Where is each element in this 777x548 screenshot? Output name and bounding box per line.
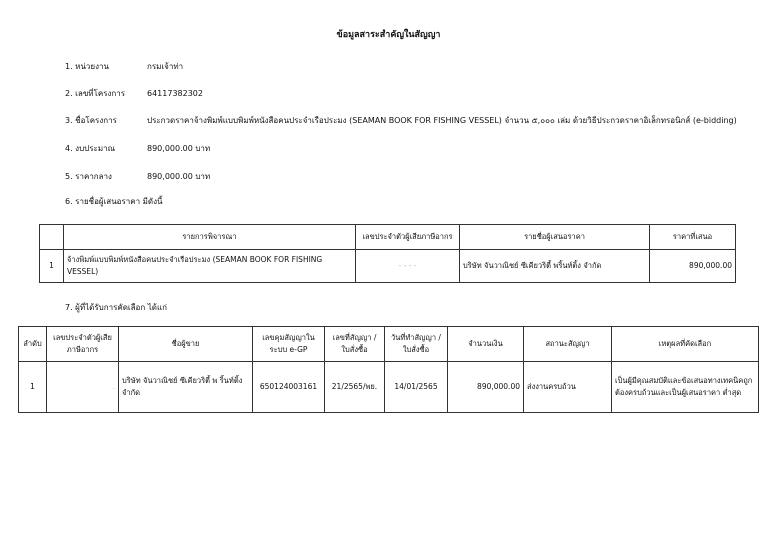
column-header: เหตุผลที่คัดเลือก: [612, 327, 759, 362]
tax-id-cell: - - - -: [356, 250, 460, 283]
item-cell: จ้างพิมพ์แบบพิมพ์หนังสือคนประจำเรือประมง (SEAMAN BOOK FOR FISHING VESSEL): [64, 250, 356, 283]
column-header: เลขประจำตัวผู้เสียภาษีอากร: [47, 327, 119, 362]
column-header: รายชื่อผู้เสนอราคา: [460, 225, 650, 250]
column-header: เลขคุมสัญญาในระบบ e-GP: [253, 327, 325, 362]
tax-id-cell: .: [47, 362, 119, 413]
bidders-table: [39, 224, 736, 283]
budget-field: [65, 142, 210, 155]
contract-date-cell: 14/01/2565: [385, 362, 448, 413]
award-heading: 7. ผู้ที่ได้รับการคัดเลือก ได้แก่: [65, 303, 167, 312]
agency-value: กรมเจ้าท่า: [147, 62, 184, 71]
agency-label: 1. หน่วยงาน: [65, 62, 109, 71]
median-price-value: 890,000.00 บาท: [147, 172, 211, 181]
table-row: [40, 250, 736, 283]
project-name-value: ประกวดราคาจ้างพิมพ์แบบพิมพ์หนังสือคนประจำเรือประมง (SEAMAN BOOK FOR FISHING VESSEL) จำนวน ๕,๐๐๐ เล่ม ด้วยวิธีประกวดราคาอิเล็กทรอนิกส์ (e-bidding): [147, 116, 737, 125]
contract-number-cell: 21/2565/พย.: [325, 362, 385, 413]
column-header: รายการพิจารณา: [64, 225, 356, 250]
column-header: ชื่อผู้ขาย: [119, 327, 253, 362]
median-price-field: [65, 170, 210, 183]
project-number-value: 64117382302: [147, 89, 203, 98]
column-header: เลขที่สัญญา / ใบสั่งซื้อ: [325, 327, 385, 362]
document-title: ข้อมูลสาระสำคัญในสัญญา: [336, 30, 441, 40]
agency-field: [65, 60, 183, 73]
column-header: สถานะสัญญา: [524, 327, 612, 362]
budget-value: 890,000.00 บาท: [147, 144, 211, 153]
table-header-row: [19, 327, 759, 362]
vendor-cell: บริษัท จันวาณิชย์ ซีเคียวริตี้ พ ริ้นท์ติ้ง จำกัด: [119, 362, 253, 413]
selection-reason-cell: เป็นผู้มีคุณสมบัติและข้อเสนอทางเทคนิคถูกต้องครบถ้วนและเป็นผู้เสนอราคา ต่ำสุด: [612, 362, 759, 413]
project-name-field: [65, 114, 737, 127]
column-header: เลขประจำตัวผู้เสียภาษีอากร: [356, 225, 460, 250]
contract-status-cell: ส่งงานครบถ้วน: [524, 362, 612, 413]
project-number-label: 2. เลขที่โครงการ: [65, 89, 126, 98]
column-header: จำนวนเงิน: [448, 327, 524, 362]
table-row: [19, 362, 759, 413]
row-number: 1: [19, 362, 47, 413]
median-price-label: 5. ราคากลาง: [65, 172, 112, 181]
award-table: [18, 326, 759, 413]
bidder-cell: บริษัท จันวาณิชย์ ซีเคียวริตี้ พริ้นท์ติ้ง จำกัด: [460, 250, 650, 283]
budget-label: 4. งบประมาณ: [65, 144, 116, 153]
egp-number-cell: 650124003161: [253, 362, 325, 413]
table-header-row: [40, 225, 736, 250]
amount-cell: 890,000.00: [448, 362, 524, 413]
bidders-heading: 6. รายชื่อผู้เสนอราคา มีดังนี้: [65, 197, 163, 206]
row-number: 1: [40, 250, 64, 283]
column-header: ราคาที่เสนอ: [650, 225, 736, 250]
price-cell: 890,000.00: [650, 250, 736, 283]
column-header: วันที่ทำสัญญา / ใบสั่งซื้อ: [385, 327, 448, 362]
project-number-field: [65, 87, 203, 100]
project-name-label: 3. ชื่อโครงการ: [65, 116, 117, 125]
column-header: [40, 225, 64, 250]
column-header: ลำดับ: [19, 327, 47, 362]
